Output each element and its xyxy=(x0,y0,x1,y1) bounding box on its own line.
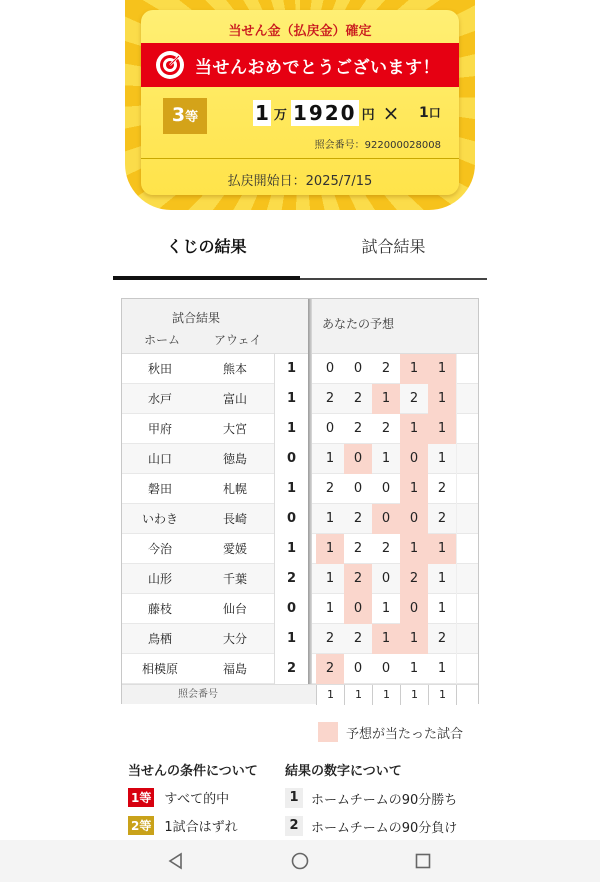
tab-match-results[interactable]: 試合結果 xyxy=(300,222,487,280)
inquiry-column-number: 1 xyxy=(372,685,400,705)
away-team: 札幌 xyxy=(222,482,247,496)
prediction-cell: 1 xyxy=(409,661,419,676)
prediction-cell: 1 xyxy=(325,571,335,586)
prediction-cell-hit: 1 xyxy=(400,414,428,444)
home-icon[interactable] xyxy=(290,851,310,871)
prediction-cell: 2 xyxy=(353,391,363,406)
condition-item xyxy=(128,788,229,807)
home-team: 秋田 xyxy=(147,362,172,376)
number-info-item xyxy=(285,788,457,808)
grade-badge xyxy=(163,98,207,134)
prediction-cell: 2 xyxy=(353,421,363,436)
prediction-cell-hit: 1 xyxy=(428,384,456,414)
number-info-text: ホームチームの90分負け xyxy=(311,820,458,836)
banner-heading: 当せん金（払戻金）確定 xyxy=(228,24,372,39)
match-row xyxy=(122,564,478,594)
away-team: 千葉 xyxy=(222,572,247,586)
prediction-cell: 1 xyxy=(437,451,447,466)
match-result: 1 xyxy=(274,624,308,654)
match-row xyxy=(122,624,478,654)
prediction-cell-hit: 1 xyxy=(400,474,428,504)
home-team: 磐田 xyxy=(147,482,172,496)
prediction-cell: 2 xyxy=(353,541,363,556)
number-code: 2 xyxy=(285,816,303,836)
column-divider xyxy=(308,299,312,703)
winning-banner xyxy=(125,0,475,210)
prediction-cell-hit: 1 xyxy=(428,534,456,564)
target-icon xyxy=(155,50,185,80)
home-team: 山形 xyxy=(147,572,172,586)
match-row xyxy=(122,414,478,444)
unit-count xyxy=(419,104,441,121)
unit-count-number: 1 xyxy=(419,105,429,121)
empty-column xyxy=(456,354,478,384)
match-row xyxy=(122,384,478,414)
match-result: 1 xyxy=(274,474,308,504)
inquiry-column-number: 1 xyxy=(428,685,456,705)
prediction-cell: 2 xyxy=(353,511,363,526)
hit-swatch xyxy=(318,722,338,742)
prediction-cell: 0 xyxy=(381,571,391,586)
prediction-cell: 0 xyxy=(353,361,363,376)
inquiry-column-number: 1 xyxy=(316,685,344,705)
prediction-cell: 1 xyxy=(325,451,335,466)
prediction-cell: 2 xyxy=(325,391,335,406)
match-row xyxy=(122,654,478,684)
tab-lottery-results[interactable]: くじの結果 xyxy=(113,222,300,280)
prediction-cell: 2 xyxy=(381,361,391,376)
empty-column xyxy=(456,564,478,594)
empty-column xyxy=(456,504,478,534)
prediction-cell: 1 xyxy=(437,571,447,586)
system-nav-bar xyxy=(0,840,600,882)
prediction-cell: 1 xyxy=(325,511,335,526)
header-home: ホーム xyxy=(144,333,181,347)
empty-column xyxy=(456,654,478,684)
empty-column xyxy=(456,444,478,474)
home-team: 今治 xyxy=(147,542,172,556)
prediction-cell-hit: 1 xyxy=(372,624,400,654)
away-team: 仙台 xyxy=(222,602,247,616)
match-result: 1 xyxy=(274,414,308,444)
header-title: 試合結果 xyxy=(172,311,221,325)
inquiry-number: 照会番号：922000028008 xyxy=(314,140,441,151)
prediction-cell-hit: 1 xyxy=(428,354,456,384)
home-team: いわき xyxy=(141,512,178,526)
amount-man: 1 xyxy=(255,101,269,125)
prediction-cell: 2 xyxy=(381,541,391,556)
home-team: 甲府 xyxy=(147,422,172,436)
footer-label: 照会番号 xyxy=(178,689,218,700)
prediction-cell-hit: 1 xyxy=(316,534,344,564)
match-results-header xyxy=(122,299,308,354)
match-result: 1 xyxy=(274,384,308,414)
match-result: 2 xyxy=(274,654,308,684)
match-row xyxy=(122,354,478,384)
match-row xyxy=(122,504,478,534)
prediction-cell-hit: 1 xyxy=(400,534,428,564)
prediction-cell: 2 xyxy=(409,391,419,406)
match-result: 2 xyxy=(274,564,308,594)
home-team: 水戸 xyxy=(147,392,172,406)
prediction-cell-hit: 2 xyxy=(344,564,372,594)
match-row xyxy=(122,534,478,564)
grade-2-tag: 2等 xyxy=(128,816,154,835)
congrats-text: 当せんおめでとうございます！ xyxy=(195,57,440,78)
grade-unit: 等 xyxy=(185,110,199,125)
grade-1-tag: 1等 xyxy=(128,788,154,807)
away-team: 徳島 xyxy=(222,452,247,466)
prediction-cell: 2 xyxy=(381,421,391,436)
payout-date: 払戻開始日：2025/7/15 xyxy=(227,174,373,189)
amount-man-unit: 万 xyxy=(273,107,287,123)
match-result: 0 xyxy=(274,504,308,534)
empty-column xyxy=(456,624,478,654)
home-team: 相模原 xyxy=(141,662,178,676)
prediction-cell: 1 xyxy=(381,601,391,616)
match-row xyxy=(122,444,478,474)
home-team: 山口 xyxy=(147,452,172,466)
match-row xyxy=(122,474,478,504)
empty-column xyxy=(456,594,478,624)
prediction-cell-hit: 2 xyxy=(316,654,344,684)
hit-legend-label: 予想が当たった試合 xyxy=(346,726,464,742)
prediction-cell: 1 xyxy=(325,601,335,616)
prediction-cell: 0 xyxy=(381,661,391,676)
home-team: 鳥栖 xyxy=(147,632,172,646)
recents-icon[interactable] xyxy=(413,851,433,871)
unit-count-label: 口 xyxy=(428,106,441,120)
prediction-cell: 2 xyxy=(325,631,335,646)
away-team: 福島 xyxy=(222,662,247,676)
prediction-cell: 0 xyxy=(325,361,335,376)
banner-divider xyxy=(141,158,459,159)
conditions-title: 当せんの条件について xyxy=(128,764,258,779)
header-away: アウェイ xyxy=(214,333,262,347)
empty-column xyxy=(456,414,478,444)
prediction-cell: 1 xyxy=(437,661,447,676)
times-sign: × xyxy=(382,101,400,125)
amount-unit: 円 xyxy=(361,107,375,123)
prediction-cell-hit: 0 xyxy=(400,444,428,474)
away-team: 大分 xyxy=(222,632,247,646)
away-team: 大宮 xyxy=(222,422,247,436)
condition-text: すべて的中 xyxy=(164,792,230,807)
prediction-header xyxy=(312,299,478,354)
number-info-text: ホームチームの90分勝ち xyxy=(311,792,458,808)
results-table xyxy=(121,298,479,704)
prediction-cell-hit: 1 xyxy=(428,414,456,444)
prediction-cell-hit: 0 xyxy=(400,504,428,534)
prediction-cell: 2 xyxy=(353,631,363,646)
prediction-cell: 0 xyxy=(353,661,363,676)
numbers-info-title: 結果の数字について xyxy=(285,764,402,779)
prediction-cell: 0 xyxy=(381,481,391,496)
result-tabs xyxy=(113,222,487,280)
prediction-cell-hit: 0 xyxy=(344,594,372,624)
inquiry-column-number: 1 xyxy=(344,685,372,705)
prediction-cell: 2 xyxy=(437,481,447,496)
prediction-cell: 2 xyxy=(325,481,335,496)
match-result: 1 xyxy=(274,534,308,564)
condition-text: 1試合はずれ xyxy=(164,820,238,835)
prediction-cell-hit: 0 xyxy=(344,444,372,474)
home-team: 藤枝 xyxy=(147,602,172,616)
prediction-cell-hit: 0 xyxy=(372,504,400,534)
away-team: 富山 xyxy=(222,392,247,406)
match-result: 0 xyxy=(274,444,308,474)
empty-column xyxy=(456,534,478,564)
prediction-cell-hit: 1 xyxy=(400,624,428,654)
empty-column xyxy=(456,384,478,414)
prediction-cell: 2 xyxy=(437,631,447,646)
back-icon[interactable] xyxy=(166,851,186,871)
empty-column xyxy=(456,474,478,504)
number-code: 1 xyxy=(285,788,303,808)
prediction-cell: 1 xyxy=(437,601,447,616)
prediction-cell-hit: 1 xyxy=(400,354,428,384)
prediction-cell: 0 xyxy=(325,421,335,436)
hit-legend xyxy=(318,722,463,742)
prediction-cell-hit: 1 xyxy=(372,384,400,414)
match-result: 0 xyxy=(274,594,308,624)
winning-card xyxy=(141,10,459,195)
grade-number: 3 xyxy=(171,104,186,126)
prediction-cell-hit: 0 xyxy=(400,594,428,624)
empty-column xyxy=(456,685,478,705)
amount-rest: 1920 xyxy=(292,101,357,125)
away-team: 愛媛 xyxy=(222,542,247,556)
number-info-item xyxy=(285,816,457,836)
prize-amount xyxy=(253,98,399,128)
inquiry-footer-row xyxy=(122,684,478,704)
prediction-cell: 0 xyxy=(353,481,363,496)
condition-item xyxy=(128,816,238,835)
prediction-cell: 1 xyxy=(381,451,391,466)
away-team: 熊本 xyxy=(222,362,247,376)
prediction-cell: 2 xyxy=(437,511,447,526)
prediction-cell-hit: 2 xyxy=(400,564,428,594)
header-prediction: あなたの予想 xyxy=(322,317,395,331)
congrats-ribbon xyxy=(141,43,459,87)
match-row xyxy=(122,594,478,624)
away-team: 長崎 xyxy=(222,512,247,526)
match-result: 1 xyxy=(274,354,308,384)
inquiry-column-number: 1 xyxy=(400,685,428,705)
